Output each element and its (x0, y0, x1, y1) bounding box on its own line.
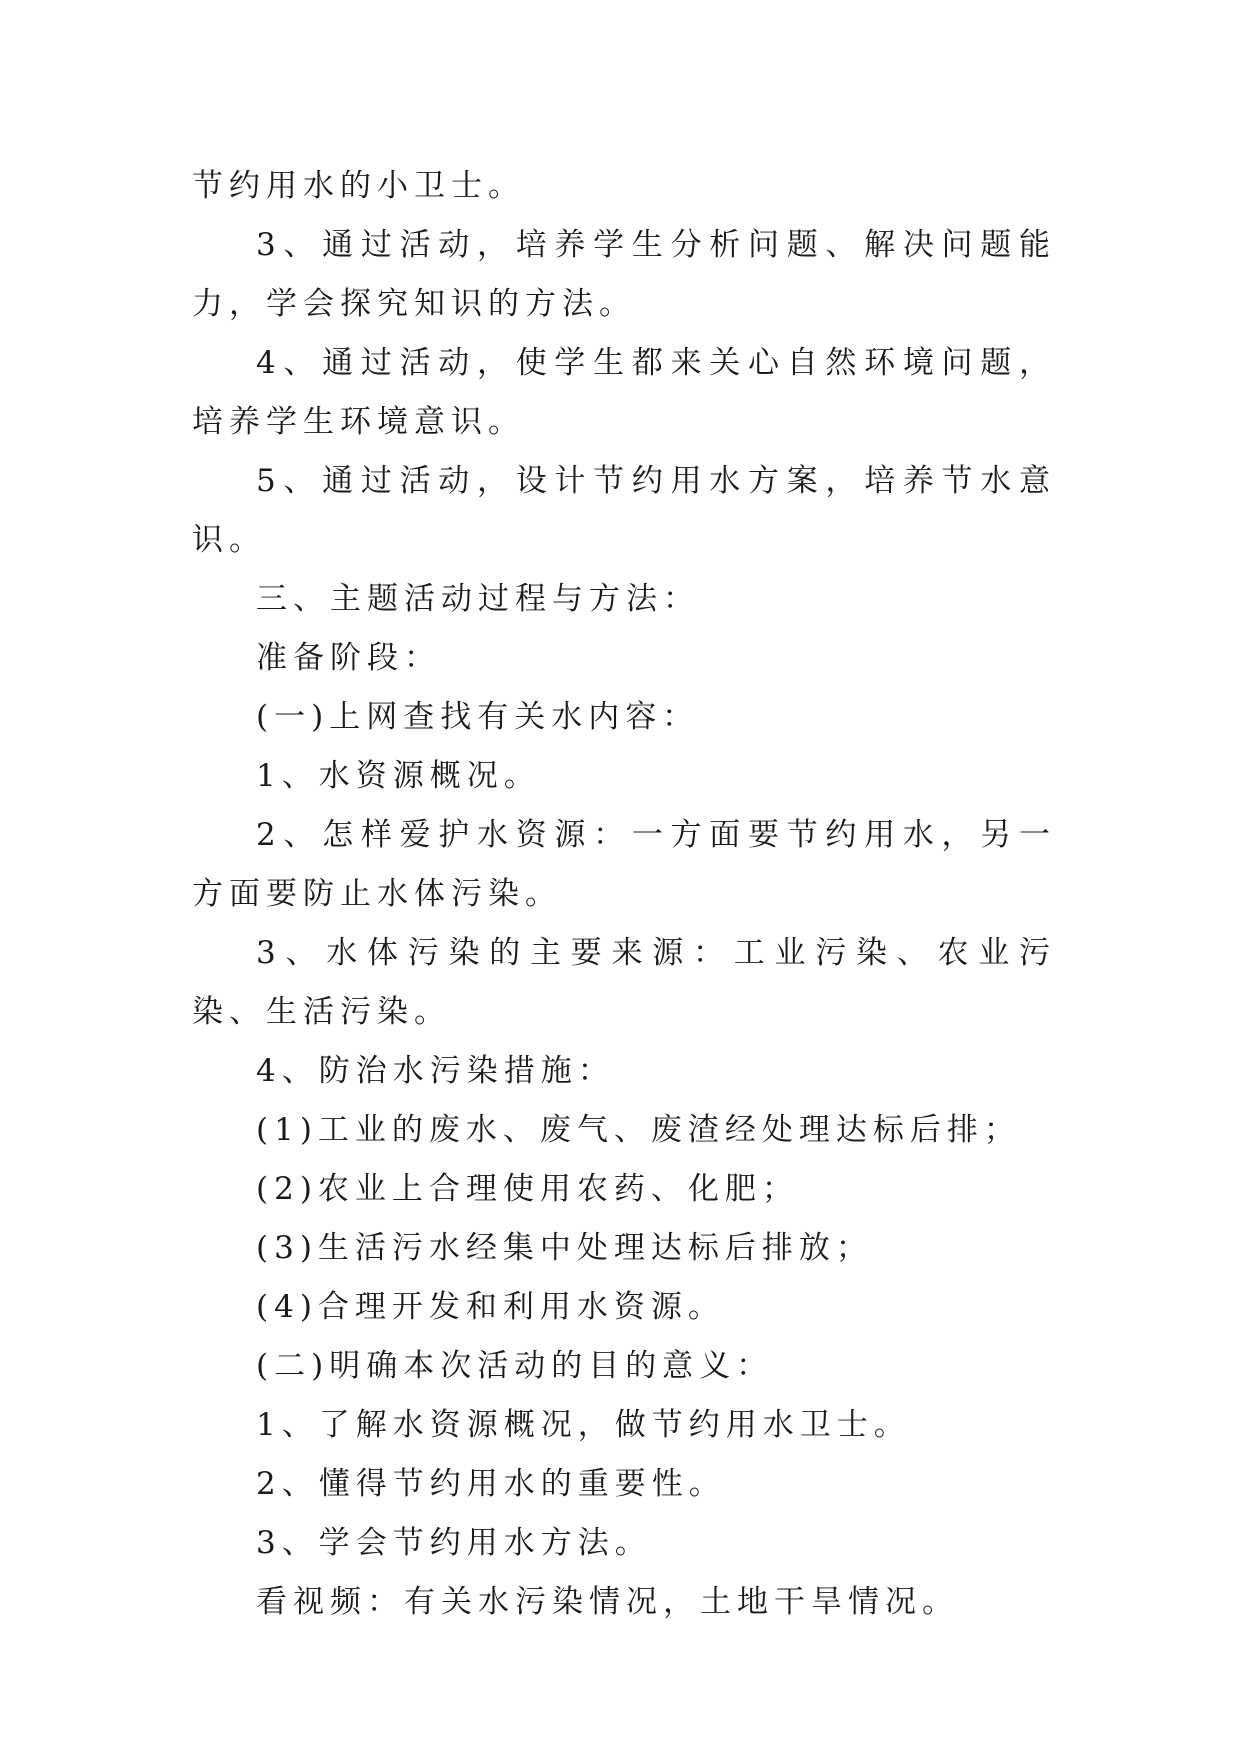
list-item-prevention-measures: 4、防治水污染措施： (256, 1053, 615, 1089)
subheading-preparation: 准备阶段： (256, 640, 441, 676)
list-item-pollution-sources: 3、水体污染的主要来源：工业污染、农业污染、生活污染。 (192, 935, 1056, 1030)
paragraph-goal-4: 4、通过活动，使学生都来关心自然环境问题，培养学生环境意识。 (192, 345, 1056, 440)
section-heading-process: 三、主题活动过程与方法： (256, 581, 700, 617)
subheading-purpose: (二)明确本次活动的目的意义： (256, 1348, 774, 1384)
purpose-item-3: 3、学会节约用水方法。 (256, 1525, 652, 1561)
paragraph-goal-3: 3、通过活动，培养学生分析问题、解决问题能力，学会探究知识的方法。 (192, 227, 1056, 322)
purpose-item-2: 2、懂得节约用水的重要性。 (256, 1466, 726, 1502)
measure-item-domestic: (3)生活污水经集中处理达标后排放； (256, 1230, 873, 1266)
measure-item-industry: (1)工业的废水、废气、废渣经处理达标后排； (256, 1112, 1021, 1148)
list-item-water-overview: 1、水资源概况。 (256, 758, 541, 794)
purpose-item-1: 1、了解水资源概况，做节约用水卫士。 (256, 1407, 911, 1443)
paragraph-watch-video: 看视频：有关水污染情况，土地干旱情况。 (256, 1584, 959, 1620)
paragraph-goal-5: 5、通过活动，设计节约用水方案，培养节水意识。 (192, 463, 1056, 558)
measure-item-agriculture: (2)农业上合理使用农药、化肥； (256, 1171, 799, 1207)
list-item-protect-water: 2、怎样爱护水资源：一方面要节约用水，另一方面要防止水体污染。 (192, 817, 1056, 912)
document-body (192, 157, 1056, 1632)
subheading-online-search: (一)上网查找有关水内容： (256, 699, 700, 735)
paragraph-continuation: 节约用水的小卫士。 (192, 168, 525, 204)
measure-item-development: (4)合理开发和利用水资源。 (256, 1289, 725, 1325)
